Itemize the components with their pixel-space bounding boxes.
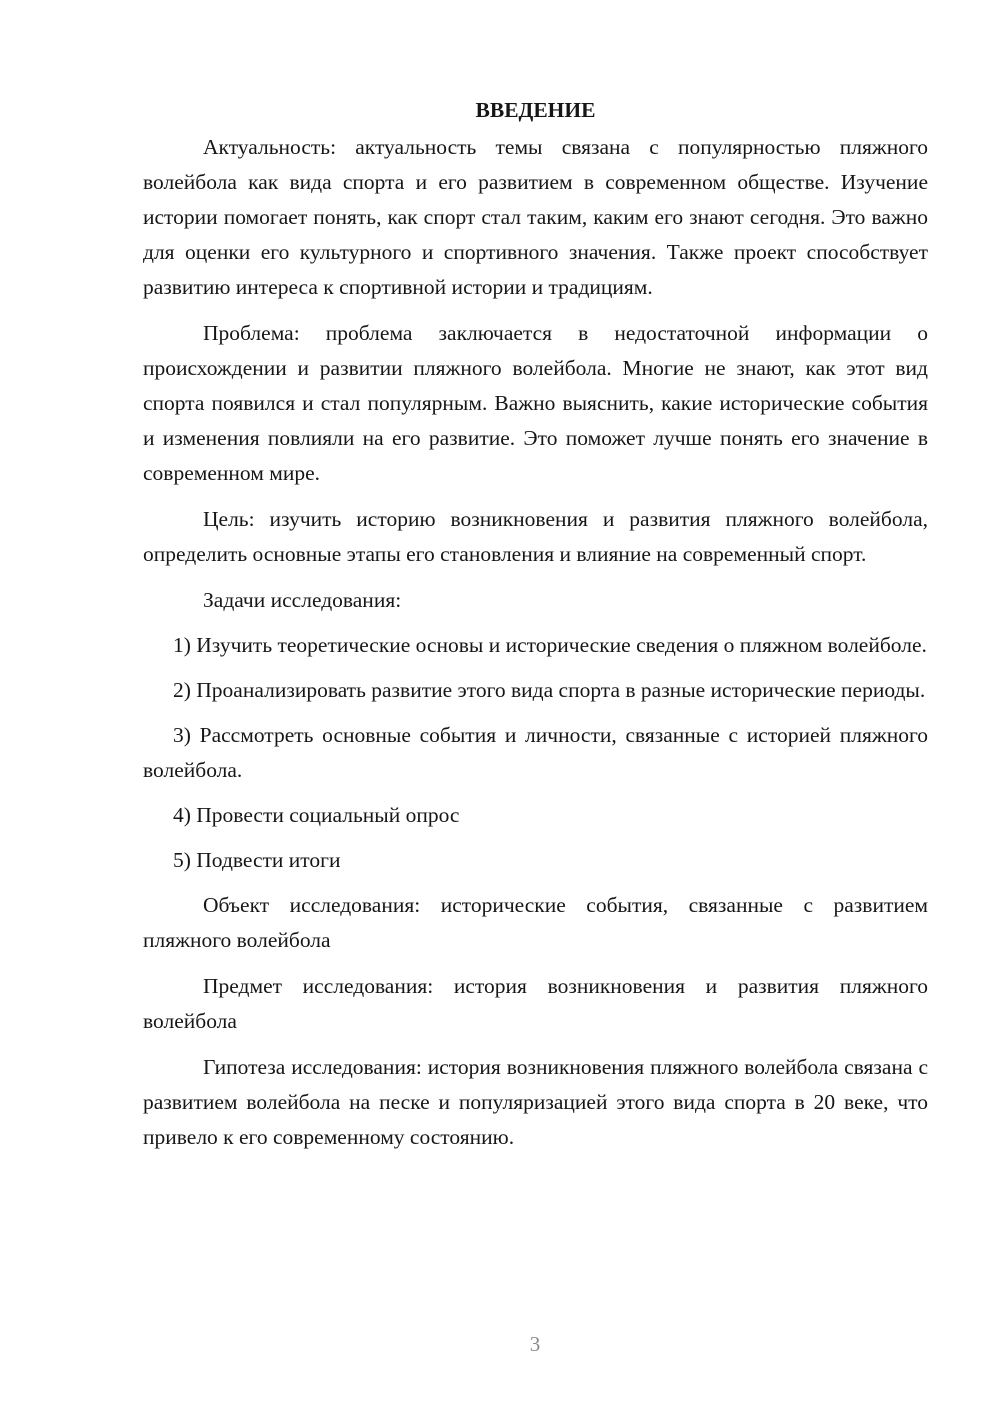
document-page [143, 92, 928, 1166]
object-paragraph: Объект исследования: исторические события, связанные с развитием пляжного волейбола [143, 893, 928, 952]
subject-paragraph: Предмет исследования: история возникновения и развития пляжного волейбола [143, 974, 928, 1033]
task-item-5: 5) Подвести итоги [173, 848, 341, 872]
task-item-4: 4) Провести социальный опрос [173, 803, 460, 827]
tasks-heading: Задачи исследования: [203, 588, 402, 612]
task-item-2: 2) Проанализировать развитие этого вида спорта в разные исторические периоды. [173, 678, 926, 702]
document-title: ВВЕДЕНИЕ [475, 98, 596, 122]
task-item-1: 1) Изучить теоретические основы и исторические сведения о пляжном волейболе. [173, 633, 927, 657]
hypothesis-paragraph: Гипотеза исследования: история возникновения пляжного волейбола связана с развитием волейбола на песке и популяризацией этого вида спорта в 20 веке, что привело к его современному состоянию. [143, 1055, 928, 1149]
task-item-3: 3) Рассмотреть основные события и личности, связанные с историей пляжного волейбола. [143, 723, 928, 782]
problem-paragraph: Проблема: проблема заключается в недостаточной информации о происхождении и развитии пляжного волейбола. Многие не знают, как этот вид спорта появился и стал популярным. Важно выяснить, какие исторические события и изменения повлияли на его развитие. Это поможет лучше понять его значение в современном мире. [143, 321, 928, 485]
page-number: 3 [529, 1332, 541, 1356]
goal-paragraph: Цель: изучить историю возникновения и развития пляжного волейбола, определить основные этапы его становления и влияние на современный спорт. [143, 507, 928, 566]
relevance-paragraph: Актуальность: актуальность темы связана с популярностью пляжного волейбола как вида спорта и его развитием в современном обществе. Изучение истории помогает понять, как спорт стал таким, каким его знают сегодня. Это важно для оценки его культурного и спортивного значения. Также проект способствует развитию интереса к спортивной истории и традициям. [143, 135, 928, 299]
